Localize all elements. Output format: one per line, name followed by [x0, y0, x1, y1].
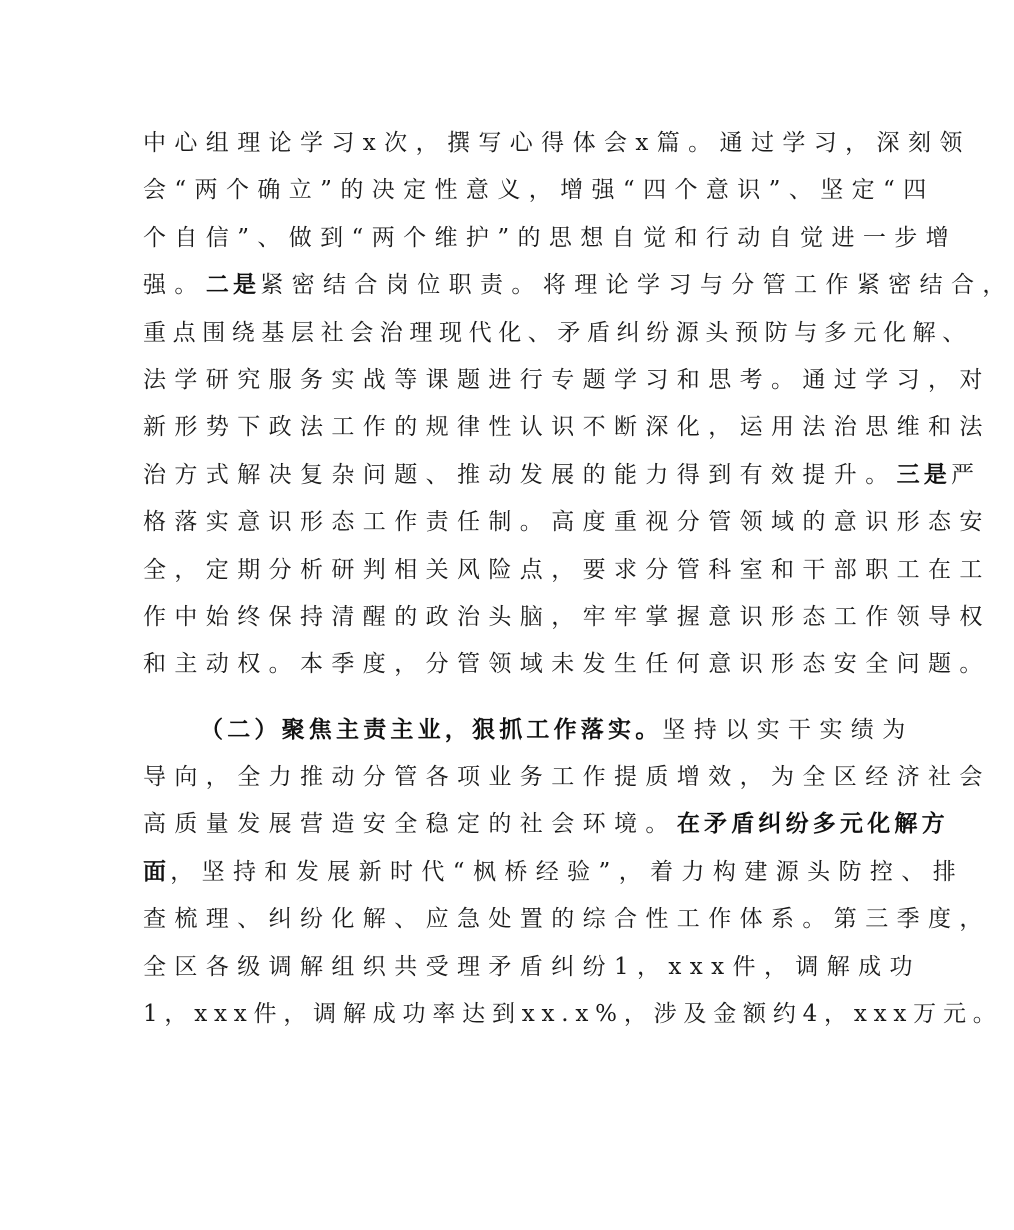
text-line: [143, 361, 991, 408]
text-segment: 个自信”、做到“两个维护”的思想自觉和行动自觉进一步增: [143, 224, 958, 251]
bold-subheading-dispute-resolution: 在矛盾纠纷多元化解方: [676, 811, 949, 838]
text-line: [143, 995, 1003, 1042]
text-segment: 和主动权。本季度，分管领域未发生任何意识形态安全问题。: [143, 651, 991, 678]
text-segment: 强。: [143, 272, 206, 299]
paragraph-core-duties: [143, 711, 1003, 1043]
text-line: [143, 598, 991, 645]
text-line: [143, 551, 991, 598]
section-heading: （二）聚焦主责主业，狠抓工作落实。: [200, 716, 663, 743]
text-segment: 重点围绕基层社会治理现代化、矛盾纠纷源头预防与多元化解、: [143, 319, 972, 346]
text-line-heading: [143, 711, 914, 758]
text-segment: 1，xxx件，调解成功率达到xx.x%，涉及金额约4，xxx万元。: [143, 1001, 1003, 1028]
text-segment: 导向，全力推动分管各项业务工作提质增效，为全区经济社会: [143, 764, 991, 791]
text-segment: 紧密结合岗位职责。将理论学习与分管工作紧密结合，: [260, 272, 1014, 299]
text-segment: 中心组理论学习x次，撰写心得体会x篇。通过学习，深刻领: [143, 130, 971, 156]
text-line: [143, 900, 991, 947]
text-line: [143, 758, 991, 805]
text-line: [143, 805, 949, 852]
text-segment: 坚持以实干实绩为: [662, 716, 914, 743]
text-segment: 全区各级调解组织共受理矛盾纠纷1，xxx件，调解成功: [143, 953, 921, 980]
text-segment: 新形势下政法工作的规律性认识不断深化，运用法治思维和法: [143, 414, 991, 441]
text-line: [143, 314, 972, 361]
text-segment: 作中始终保持清醒的政治头脑，牢牢掌握意识形态工作领导权: [143, 603, 991, 630]
text-segment: 全，定期分析研判相关风险点，要求分管科室和干部职工在工: [143, 556, 991, 583]
text-line: [143, 456, 983, 503]
text-segment: 高质量发展营造安全稳定的社会环境。: [143, 811, 677, 838]
text-line: [143, 645, 991, 692]
text-segment: 法学研究服务实战等课题进行专题学习和思考。通过学习，对: [143, 366, 991, 393]
text-line: [143, 503, 991, 550]
bold-subheading-continued: 面: [143, 858, 171, 885]
bold-keyword-third: 三是: [896, 461, 952, 488]
text-line: [143, 853, 965, 900]
text-line: [143, 171, 935, 218]
text-segment: 会“两个确立”的决定性意义，增强“四个意识”、坚定“四: [143, 177, 935, 204]
paragraph-spacing: [143, 693, 823, 711]
text-segment: 格落实意识形态工作责任制。高度重视分管领域的意识形态安: [143, 509, 991, 536]
text-line: [143, 948, 921, 995]
text-segment: 查梳理、纠纷化解、应急处置的综合性工作体系。第三季度，: [143, 906, 991, 933]
text-segment: ，坚持和发展新时代“枫桥经验”，着力构建源头防控、排: [170, 858, 965, 885]
text-line: [143, 124, 971, 171]
text-segment: 严: [951, 461, 983, 488]
bold-keyword-second: 二是: [205, 272, 261, 299]
text-line: [143, 266, 1014, 313]
text-segment: 治方式解决复杂问题、推动发展的能力得到有效提升。: [143, 461, 897, 488]
text-line: [143, 219, 958, 266]
text-line: [143, 408, 991, 455]
paragraph-ideology-work: [143, 124, 1014, 693]
document-body: [143, 124, 1014, 1042]
